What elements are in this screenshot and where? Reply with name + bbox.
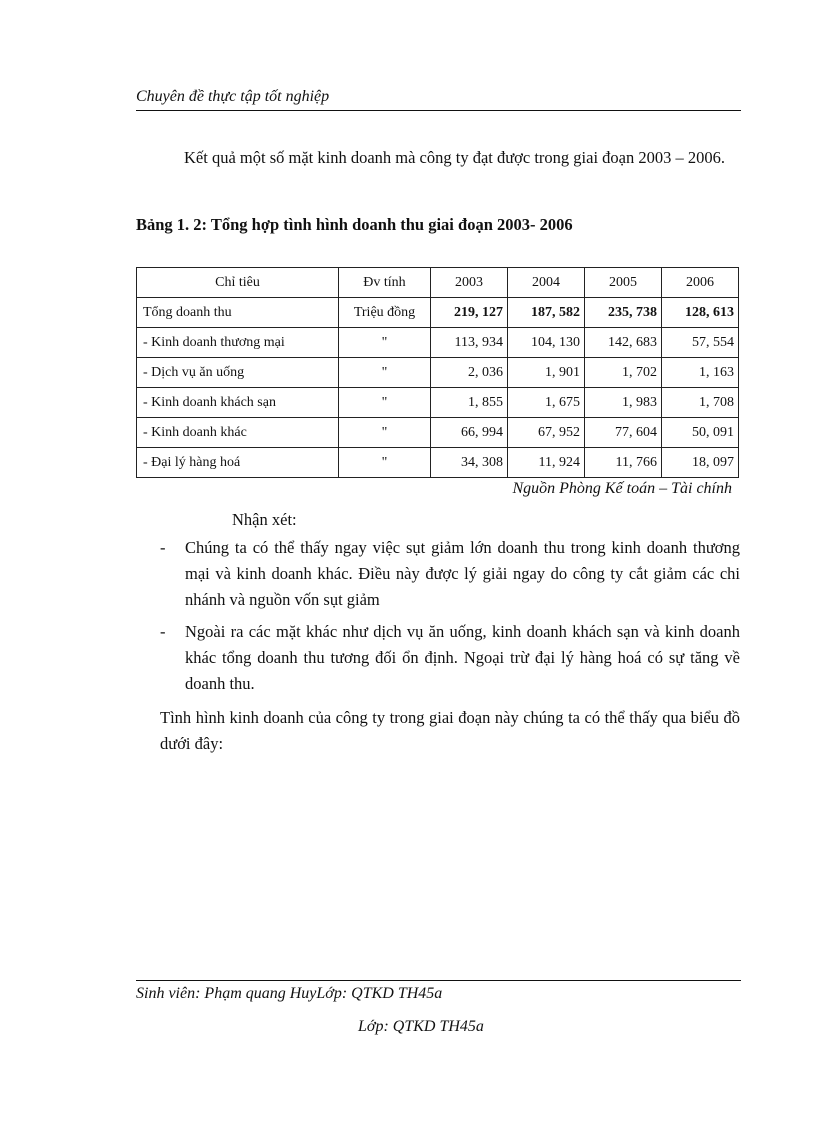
value-cell: 219, 127: [431, 298, 508, 328]
bullet-text: Ngoài ra các mặt khác như dịch vụ ăn uống, kinh doanh khách sạn và kinh doanh khác tổng doanh thu tương đối ổn định. Ngoại trừ đại lý hàng hoá có sự tăng về doanh thu.: [185, 622, 740, 693]
value-cell: 18, 097: [662, 448, 739, 478]
revenue-table: [136, 267, 739, 478]
table-header-row: [137, 268, 739, 298]
unit-cell: ": [339, 358, 431, 388]
value-cell: 1, 675: [508, 388, 585, 418]
page-header: Chuyên đề thực tập tốt nghiệp: [136, 88, 330, 105]
table-row: [137, 418, 739, 448]
table-caption: Bảng 1. 2: Tổng hợp tình hình doanh thu giai đoạn 2003- 2006: [136, 215, 573, 234]
unit-cell: ": [339, 328, 431, 358]
value-cell: 50, 091: [662, 418, 739, 448]
value-cell: 66, 994: [431, 418, 508, 448]
footer-class: Lớp: QTKD TH45a: [358, 1018, 484, 1035]
value-cell: 142, 683: [585, 328, 662, 358]
value-cell: 1, 702: [585, 358, 662, 388]
value-cell: 1, 901: [508, 358, 585, 388]
header-cell: Chỉ tiêu: [137, 268, 339, 298]
bullet-marker: -: [160, 538, 166, 557]
value-cell: 77, 604: [585, 418, 662, 448]
comment-bullet: [160, 535, 740, 613]
header-cell: 2006: [662, 268, 739, 298]
bullet-text: Chúng ta có thể thấy ngay việc sụt giảm lớn doanh thu trong kinh doanh thương mại và kinh doanh khác. Điều này được lý giải ngay do công ty cắt giảm các chi nhánh và nguồn vốn sụt giảm: [185, 538, 740, 609]
table-row: [137, 298, 739, 328]
value-cell: 1, 855: [431, 388, 508, 418]
value-cell: 57, 554: [662, 328, 739, 358]
row-label: - Kinh doanh khách sạn: [137, 388, 339, 418]
row-label: - Dịch vụ ăn uống: [137, 358, 339, 388]
footer-divider: [136, 980, 741, 981]
table-row: [137, 388, 739, 418]
row-label: - Đại lý hàng hoá: [137, 448, 339, 478]
value-cell: 128, 613: [662, 298, 739, 328]
intro-paragraph: Kết quả một số mặt kinh doanh mà công ty đạt được trong giai đoạn 2003 – 2006.: [184, 148, 725, 167]
header-cell: 2005: [585, 268, 662, 298]
unit-cell: ": [339, 388, 431, 418]
value-cell: 235, 738: [585, 298, 662, 328]
value-cell: 1, 708: [662, 388, 739, 418]
row-label: - Kinh doanh thương mại: [137, 328, 339, 358]
header-divider: [136, 110, 741, 111]
value-cell: 11, 766: [585, 448, 662, 478]
comments-heading: Nhận xét:: [232, 510, 297, 529]
table-row: [137, 328, 739, 358]
value-cell: 34, 308: [431, 448, 508, 478]
footer-student: Sinh viên: Phạm quang HuyLớp: QTKD TH45a: [136, 985, 443, 1002]
value-cell: 1, 163: [662, 358, 739, 388]
header-cell: 2004: [508, 268, 585, 298]
header-cell: 2003: [431, 268, 508, 298]
unit-cell: ": [339, 418, 431, 448]
value-cell: 104, 130: [508, 328, 585, 358]
closing-paragraph: Tình hình kinh doanh của công ty trong giai đoạn này chúng ta có thể thấy qua biểu đồ dưới đây:: [160, 708, 740, 753]
value-cell: 2, 036: [431, 358, 508, 388]
unit-cell: Triệu đồng: [339, 298, 431, 328]
bullet-marker: -: [160, 622, 166, 641]
row-label: Tổng doanh thu: [137, 298, 339, 328]
unit-cell: ": [339, 448, 431, 478]
comment-bullet: [160, 619, 740, 697]
table-source-note: Nguồn Phòng Kế toán – Tài chính: [512, 480, 732, 497]
row-label: - Kinh doanh khác: [137, 418, 339, 448]
header-cell: Đv tính: [339, 268, 431, 298]
value-cell: 11, 924: [508, 448, 585, 478]
table-row: [137, 448, 739, 478]
value-cell: 67, 952: [508, 418, 585, 448]
value-cell: 1, 983: [585, 388, 662, 418]
value-cell: 187, 582: [508, 298, 585, 328]
value-cell: 113, 934: [431, 328, 508, 358]
table-row: [137, 358, 739, 388]
